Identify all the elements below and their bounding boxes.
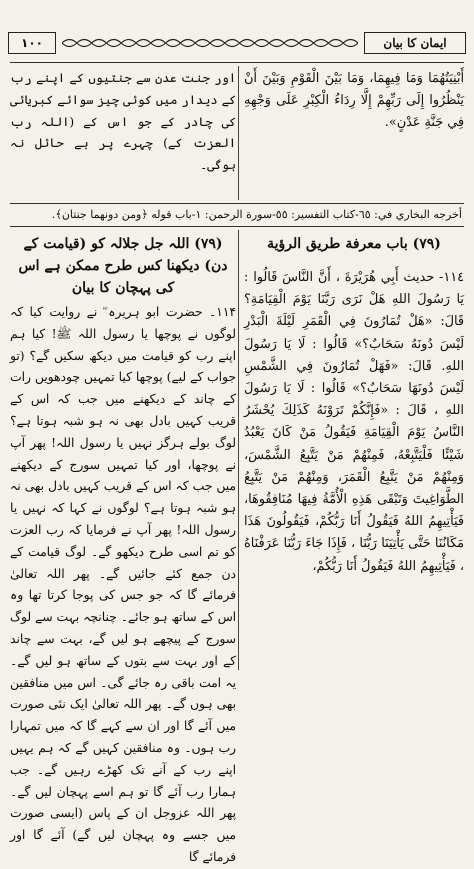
- column-divider-main: [238, 230, 239, 670]
- arabic-column: [244, 233, 464, 578]
- top-arabic-paragraph: أَبْنِيَتُهُمَا وَمَا فِيهِمَا، وَمَا بَيْنَ الْقَوْمِ وَبَيْنَ أَنْ يَنْظُرُوا إِلَى رَبِّهِمْ إِلَّا رِدَاءُ الْكِبْرِ عَلَى وَجْهِهِ فِي جَنَّةِ عَدْنٍ».: [244, 71, 464, 131]
- top-arabic-text: [244, 68, 464, 135]
- column-divider-top: [238, 66, 239, 200]
- section-rule: [10, 226, 464, 227]
- chapter-title: ایمان کا بیان: [364, 32, 466, 54]
- top-urdu-paragraph: اور جنت عدن سے جنتیوں کے اپنے رب کے دیدار میں کوئی چیز سوائے کبریائی کی چادر کے جو اس کے (اللہ رب العزت کے) چہرے پر ہے حائل نہ ہوگی۔: [10, 71, 236, 173]
- urdu-column: [10, 233, 236, 869]
- header-rule: [10, 62, 464, 63]
- urdu-chapter-heading: (٧٩) اللہ جل جلالہ کو (قیامت کے دن) دیکھنا کس طرح ممکن ہے اس کی پہچان کا بیان: [18, 236, 228, 296]
- arabic-chapter-heading: (٧٩) باب معرفة طريق الرؤية: [267, 236, 441, 252]
- page-header: [8, 30, 466, 56]
- ornament-border-icon: [62, 36, 358, 50]
- urdu-hadith-text: ۱۱۴۔ حضرت ابو ہریرہ ؓ نے روایت کیا کہ لوگوں نے پوچھا یا رسول اللہ ﷺ! کیا ہم اپنے رب کو قیامت میں دیکھ سکیں گے؟ (تو جواب کے لیے) پوچھا کیا تمہیں چودھویں رات کے چاند کے دیکھنے میں جب کہ اس کے قریب کہیں بادل بھی نہ ہو شبہ ہوتا ہے؟ لوگ بولے ہرگز نہیں یا رسول اللہ! پھر آپ نے پوچھا، اور کیا تمہیں سورج کے دیکھنے میں جب کہ اس کے قریب کہیں بادل بھی نہ ہو شبہ ہوتا ہے؟ لوگوں نے کہا کہ نہیں یا رسول اللہ! پھر آپ نے فرمایا کہ رب العزت کو تم اسی طرح دیکھو گے۔ لوگ قیامت کے دن جمع کئے جائیں گے۔ پھر اللہ تعالیٰ فرمائے گا کہ جو جس کی پوجا کرتا تھا وہ اس کے ساتھ ہو جائے۔ چنانچہ بہت سے لوگ سورج کے پیچھے ہو لیں گے، بہت سے چاند کے اور بہت سے بتوں کے ساتھ ہو لیں گے۔ یہ امت باقی رہ جائے گی۔ اس میں منافقین بھی ہوں گے۔ پھر اللہ تعالیٰ ایک نئی صورت میں آئے گا اور ان سے کہے گا کہ میں تمہارا رب ہوں۔ وہ منافقین کہیں گے کہ ہم یہیں اپنے رب کے آنے تک کھڑے رہیں گے۔ جب ہمارا رب آئے گا تو ہم اسے پہچان لیں گے۔ پھر اللہ عزوجل ان کے پاس (ایسی صورت میں جسے وہ پہچان لیں گے) آئے گا اور فرمائے گا: [10, 305, 236, 864]
- hadith-reference: أخرجه البخاري في: ٦٥-كتاب التفسير: ٥٥-سورة الرحمن: ١-باب قوله ﴿ومن دونهما جنتان﴾.: [51, 208, 462, 221]
- reference-rule: [10, 203, 464, 204]
- arabic-hadith-text: ١١٤- حديث أَبِي هُرَيْرَةَ ، أَنَّ النَّاسَ قَالُوا : يَا رَسُولَ اللهِ هَلْ نَرَى رَبَّنَا يَوْمَ الْقِيَامَةِ؟ قَالَ: «هَلْ تُمَارُونَ فِي الْقَمَرِ لَيْلَةَ الْبَدْرِ لَيْسَ دُونَهُ سَحَابٌ؟» قَالُوا : لَا يَا رَسُولَ اللهِ. قَالَ: «فَهَلْ تُمَارُونَ فِي الشَّمْسِ لَيْسَ دُونَهَا سَحَابٌ؟» قَالُوا : لَا يَا رَسُولَ اللهِ ، قَالَ : «فَإِنَّكُمْ تَرَوْنَهُ كَذَلِكَ يُحْشَرُ النَّاسُ يَوْمَ الْقِيَامَةِ فَيَقُولُ مَنْ كَانَ يَعْبُدُ شَيْئًا فَلْيَتَّبِعْهُ، فَمِنْهُمْ مَنْ يَتَّبِعُ الشَّمْسَ، وَمِنْهُمْ مَنْ يَتَّبِعُ الْقَمَرَ، وَمِنْهُمْ مَنْ يَتَّبِعُ الطَّوَاغِيتَ وَتَبْقَى هَذِهِ الْأُمَّةُ فِيهَا مُنَافِقُوهَا، فَيَأْتِيهِمُ اللهُ فَيَقُولُ أَنَا رَبُّكُمْ، فَيَقُولُونَ هَذَا مَكَانُنَا حَتَّى يَأْتِيَنَا رَبُّنَا ، فَإِذَا جَاءَ رَبُّنَا عَرَفْنَاهُ ، فَيَأْتِيهِمُ اللهُ فَيَقُولُ أَنَا رَبُّكُمْ،: [244, 270, 464, 574]
- top-urdu-text: [10, 68, 236, 177]
- page-number: ١٠٠: [8, 32, 56, 54]
